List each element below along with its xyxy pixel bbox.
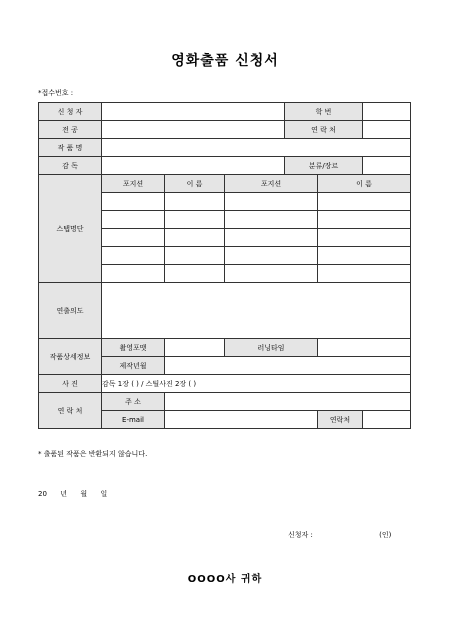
staff-name-cell[interactable] (165, 229, 225, 247)
staff-position-cell[interactable] (102, 247, 165, 265)
receipt-number-label: *접수번호 : (38, 89, 74, 97)
staff-position-cell[interactable] (102, 211, 165, 229)
staff-name-cell[interactable] (318, 193, 411, 211)
staff-header-name-2: 이 름 (318, 175, 411, 193)
applicant-field[interactable] (102, 103, 285, 121)
phone-label: 연락처 (318, 411, 363, 429)
staff-name-cell[interactable] (165, 247, 225, 265)
staff-name-cell[interactable] (165, 265, 225, 283)
staff-position-cell[interactable] (102, 229, 165, 247)
staff-name-cell[interactable] (318, 265, 411, 283)
applicant-label: 신 청 자 (39, 103, 102, 121)
student-id-label: 학 번 (285, 103, 363, 121)
staff-position-cell[interactable] (225, 211, 318, 229)
form-title: 영화출품 신청서 (171, 53, 279, 69)
student-id-field[interactable] (363, 103, 411, 121)
date-line: 20 년 월 일 (38, 490, 108, 498)
seal-mark: (인) (379, 531, 392, 539)
staff-position-cell[interactable] (225, 247, 318, 265)
signature-label: 신청자 : (288, 531, 313, 539)
staff-name-cell[interactable] (165, 211, 225, 229)
work-details-label: 작품상세정보 (39, 339, 102, 375)
staff-header-position-2: 포지션 (225, 175, 318, 193)
production-date-label: 제작년월 (102, 357, 165, 375)
staff-position-cell[interactable] (102, 193, 165, 211)
application-form-table (38, 102, 411, 429)
running-time-label: 러닝타임 (225, 339, 318, 357)
staff-name-cell[interactable] (165, 193, 225, 211)
shooting-format-label: 촬영포맷 (102, 339, 165, 357)
staff-name-cell[interactable] (318, 247, 411, 265)
director-label: 감 독 (39, 157, 102, 175)
staff-position-cell[interactable] (225, 265, 318, 283)
genre-label: 분류/장르 (285, 157, 363, 175)
signature-line (288, 530, 391, 540)
contact-block-label: 연 락 처 (39, 393, 102, 429)
staff-position-cell[interactable] (102, 265, 165, 283)
directing-intent-field[interactable] (102, 283, 411, 339)
genre-field[interactable] (363, 157, 411, 175)
staff-list-label: 스탭명단 (39, 175, 102, 283)
shooting-format-field[interactable] (165, 339, 225, 357)
address-label: 주 소 (102, 393, 165, 411)
contact-field[interactable] (363, 121, 411, 139)
staff-position-cell[interactable] (225, 193, 318, 211)
work-title-label: 작 품 명 (39, 139, 102, 157)
phone-field[interactable] (363, 411, 411, 429)
photos-field[interactable]: 감독 1장 ( ) / 스틸사진 2장 ( ) (102, 375, 411, 393)
staff-header-name-1: 이 름 (165, 175, 225, 193)
major-field[interactable] (102, 121, 285, 139)
directing-intent-label: 연출의도 (39, 283, 102, 339)
major-label: 전 공 (39, 121, 102, 139)
photos-label: 사 진 (39, 375, 102, 393)
return-notice: * 출품된 작품은 반환되지 않습니다. (38, 450, 148, 458)
address-field[interactable] (165, 393, 411, 411)
production-date-field[interactable] (165, 357, 411, 375)
staff-position-cell[interactable] (225, 229, 318, 247)
addressee: OOOO사 귀하 (187, 574, 263, 585)
email-field[interactable] (165, 411, 318, 429)
staff-header-position-1: 포지션 (102, 175, 165, 193)
staff-name-cell[interactable] (318, 211, 411, 229)
email-label: E-mail (102, 411, 165, 429)
staff-name-cell[interactable] (318, 229, 411, 247)
running-time-field[interactable] (318, 339, 411, 357)
work-title-field[interactable] (102, 139, 411, 157)
director-field[interactable] (102, 157, 285, 175)
contact-label: 연 락 처 (285, 121, 363, 139)
